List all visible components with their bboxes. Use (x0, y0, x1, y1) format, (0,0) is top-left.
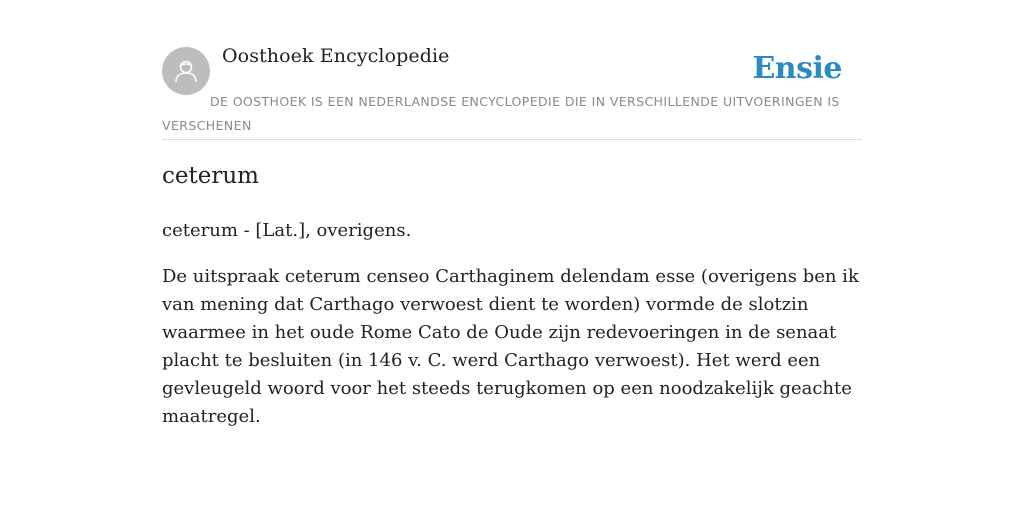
site-tagline: DE OOSTHOEK IS EEN NEDERLANDSE ENCYCLOPEDIE DIE IN VERSCHILLENDE UITVOERINGEN IS VERSCHENEN (162, 94, 840, 133)
user-icon (172, 57, 200, 85)
article-body: De uitspraak ceterum censeo Carthaginem delendam esse (overigens ben ik van mening dat Carthago verwoest dient te worden) vormde de slotzin waarmee in het oude Rome Cato de Oude zijn redevoeringen in de senaat placht te besluiten (in 146 v. C. werd Carthago verwoest). Het werd een gevleugeld woord voor het steeds terugkomen op een noodzakelijk geachte maatregel. (162, 266, 859, 427)
avatar[interactable] (162, 47, 210, 95)
page (162, 0, 862, 512)
header (162, 0, 862, 140)
article-title: ceterum (162, 163, 259, 189)
article-definition: ceterum - [Lat.], overigens. (162, 220, 412, 241)
brand-logo-link[interactable]: Ensie (752, 51, 842, 86)
site-name-link[interactable]: Oosthoek Encyclopedie (222, 45, 450, 67)
